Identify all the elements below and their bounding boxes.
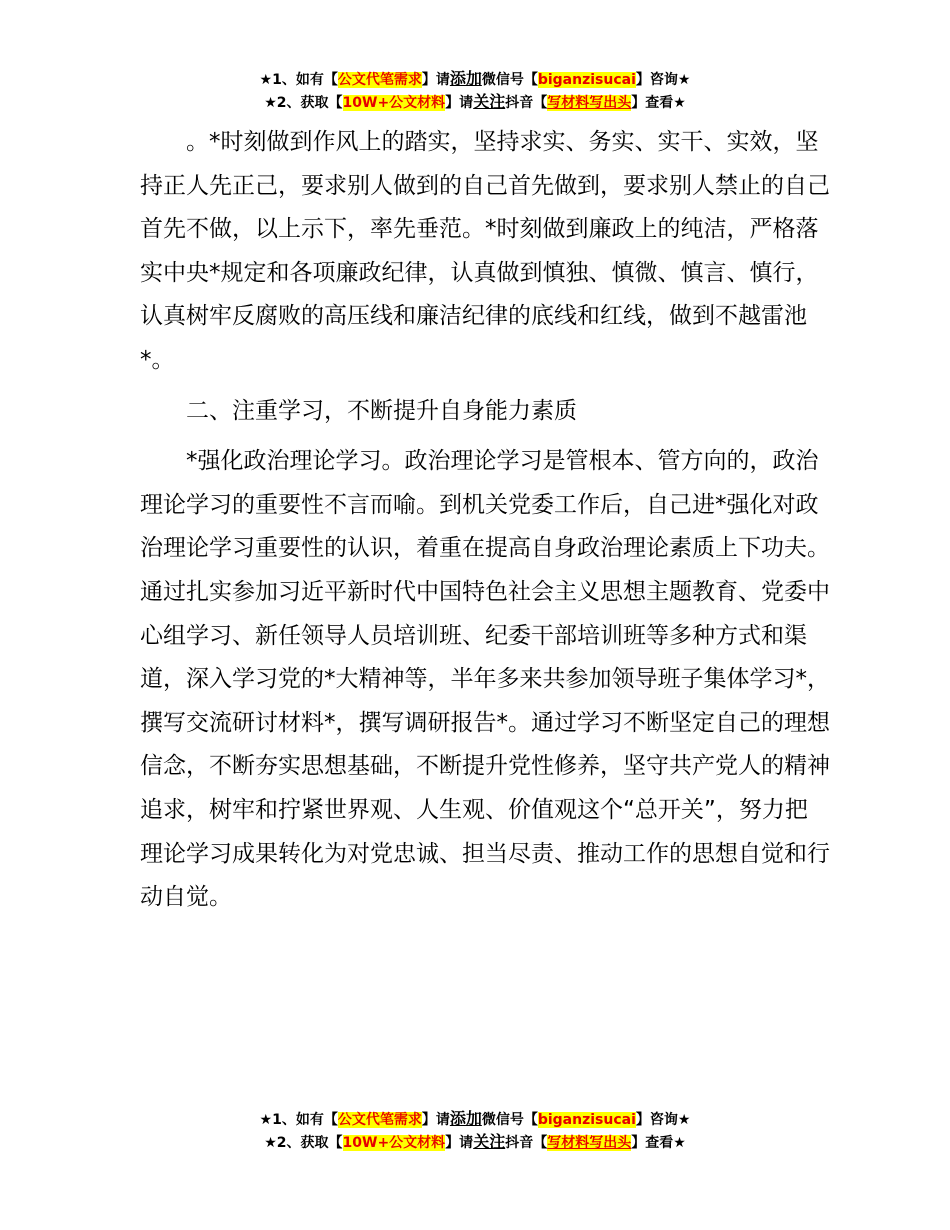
paragraph-2: *强化政治理论学习。政治理论学习是管根本、管方向的，政治理论学习的重要性不言而喻。到机关党委工作后，自己进*强化对政治理论学习重要性的认识，着重在提高自身政治理论素质上下功夫。通过扎实参加习近平新时代中国特色社会主义思想主题教育、党委中心组学习、新任领导人员培训班、纪委干部培训班等多种方式和渠道，深入学习党的*大精神等，半年多来共参加领导班子集体学习*，撰写交流研讨材料*，撰写调研报告*。通过学习不断坚定自己的理想信念，不断夯实思想基础，不断提升党性修养，坚守共产党人的精神追求，树牢和拧紧世界观、人生观、价值观这个“总开关”，努力把理论学习成果转化为对党忠诚、担当尽责、推动工作的思想自觉和行动自觉。 <box>140 448 830 911</box>
highlight-douyin-account: 写材料写出头 <box>547 95 632 111</box>
highlight-wechat-id: biganzisucai <box>537 72 636 88</box>
highlight-materials: 10W+公文材料 <box>342 1135 446 1151</box>
highlight-writing-service: 公文代笔需求 <box>337 1112 422 1128</box>
header-banner <box>0 68 950 114</box>
highlight-douyin-account: 写材料写出头 <box>547 1135 632 1151</box>
document-body <box>140 121 830 920</box>
footer-banner <box>0 1108 950 1154</box>
banner-line-2: ★2、获取【10W+公文材料】请关注抖音【写材料写出头】查看★ <box>264 1132 686 1151</box>
banner-line-1: ★1、如有【公文代笔需求】请添加微信号【biganzisucai】咨询★ <box>259 69 691 88</box>
highlight-writing-service: 公文代笔需求 <box>337 72 422 88</box>
paragraph-1: 。*时刻做到作风上的踏实，坚持求实、务实、实干、实效，坚持正人先正己，要求别人做到的自己首先做到，要求别人禁止的自己首先不做，以上示下，率先垂范。*时刻做到廉政上的纯洁，严格落实中央*规定和各项廉政纪律，认真做到慎独、慎微、慎言、慎行，认真树牢反腐败的高压线和廉洁纪律的底线和红线，做到不越雷池*。 <box>140 129 830 373</box>
highlight-wechat-id: biganzisucai <box>537 1112 636 1128</box>
banner-line-2: ★2、获取【10W+公文材料】请关注抖音【写材料写出头】查看★ <box>264 92 686 111</box>
banner-line-1: ★1、如有【公文代笔需求】请添加微信号【biganzisucai】咨询★ <box>259 1109 691 1128</box>
section-heading: 二、注重学习，不断提升自身能力素质 <box>186 397 577 424</box>
highlight-materials: 10W+公文材料 <box>342 95 446 111</box>
